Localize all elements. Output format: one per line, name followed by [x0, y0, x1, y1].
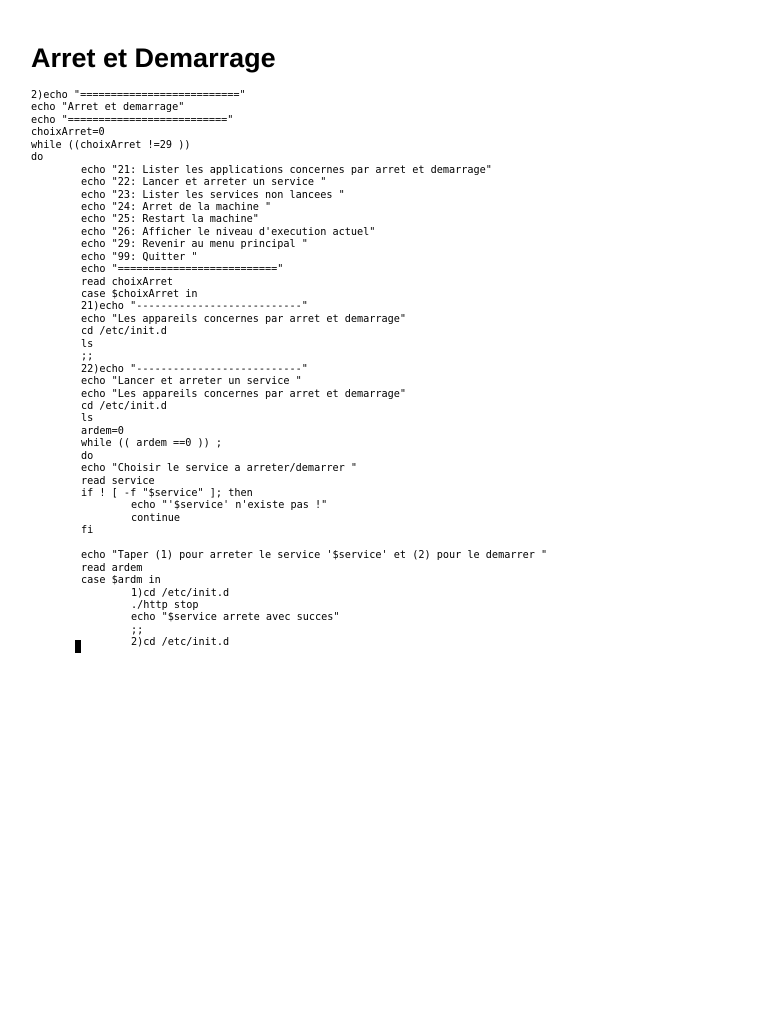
code-line: cd /etc/init.d: [81, 326, 167, 338]
code-line: echo "25: Restart la machine": [81, 214, 259, 226]
code-line: echo "29: Revenir au menu principal ": [81, 239, 308, 251]
code-line: 22)echo "---------------------------": [81, 363, 308, 375]
code-line: case $choixArret in: [81, 289, 198, 300]
code-line: echo "21: Lister les applications concernes par arret et demarrage": [81, 164, 492, 176]
code-line: echo "23: Lister les services non lancees ": [81, 189, 345, 201]
code-line: echo "Lancer et arreter un service ": [81, 376, 302, 388]
code-line: read service: [81, 475, 155, 487]
code-line: 1)cd /etc/init.d: [131, 587, 230, 599]
code-line: 21)echo "---------------------------": [81, 301, 308, 313]
code-line: echo "22: Lancer et arreter un service ": [81, 177, 327, 189]
code-line: do: [81, 450, 94, 462]
code-line: echo "==========================": [31, 114, 234, 126]
code-line: echo "24: Arret de la machine ": [81, 201, 272, 213]
code-line: do: [31, 152, 44, 164]
code-line: echo "$service arrete avec succes": [131, 612, 340, 624]
code-line: echo "==========================": [81, 264, 284, 276]
code-block[interactable]: [31, 90, 751, 650]
code-line: echo "99: Quitter ": [81, 251, 198, 263]
code-line: echo "Les appareils concernes par arret et demarrage": [81, 313, 407, 325]
code-line: echo "'$service' n'existe pas !": [131, 500, 328, 512]
code-line: continue: [131, 512, 181, 524]
code-line: read choixArret: [81, 276, 174, 288]
code-line: ;;: [81, 351, 94, 363]
code-line: ;;: [131, 624, 144, 636]
code-line: case $ardm in: [81, 575, 161, 587]
code-line: fi: [81, 525, 94, 537]
code-line: [31, 538, 751, 550]
code-line: echo "Arret et demarrage": [31, 102, 185, 114]
code-line: ls: [81, 413, 94, 425]
code-line: echo "Choisir le service a arreter/demarrer ": [81, 463, 358, 475]
code-line: while ((choixArret !=29 )): [31, 139, 191, 151]
code-line: choixArret=0: [31, 127, 105, 139]
code-line: ardem=0: [81, 425, 124, 437]
code-line: 2)cd /etc/init.d: [131, 637, 230, 649]
page-title: Arret et Demarrage: [31, 43, 276, 73]
text-cursor: [75, 640, 81, 653]
code-line: while (( ardem ==0 )) ;: [81, 438, 223, 450]
code-line: echo "Taper (1) pour arreter le service '$service' et (2) pour le demarrer ": [81, 550, 548, 562]
code-line: cd /etc/init.d: [81, 400, 167, 412]
code-line: echo "26: Afficher le niveau d'execution actuel": [81, 226, 376, 238]
code-line: ls: [81, 338, 94, 350]
code-line: echo "Les appareils concernes par arret et demarrage": [81, 388, 407, 400]
code-line: read ardem: [81, 562, 143, 574]
code-line: 2)echo "==========================": [31, 90, 246, 101]
code-line: if ! [ -f "$service" ]; then: [81, 488, 253, 499]
code-line: ./http stop: [131, 599, 199, 611]
